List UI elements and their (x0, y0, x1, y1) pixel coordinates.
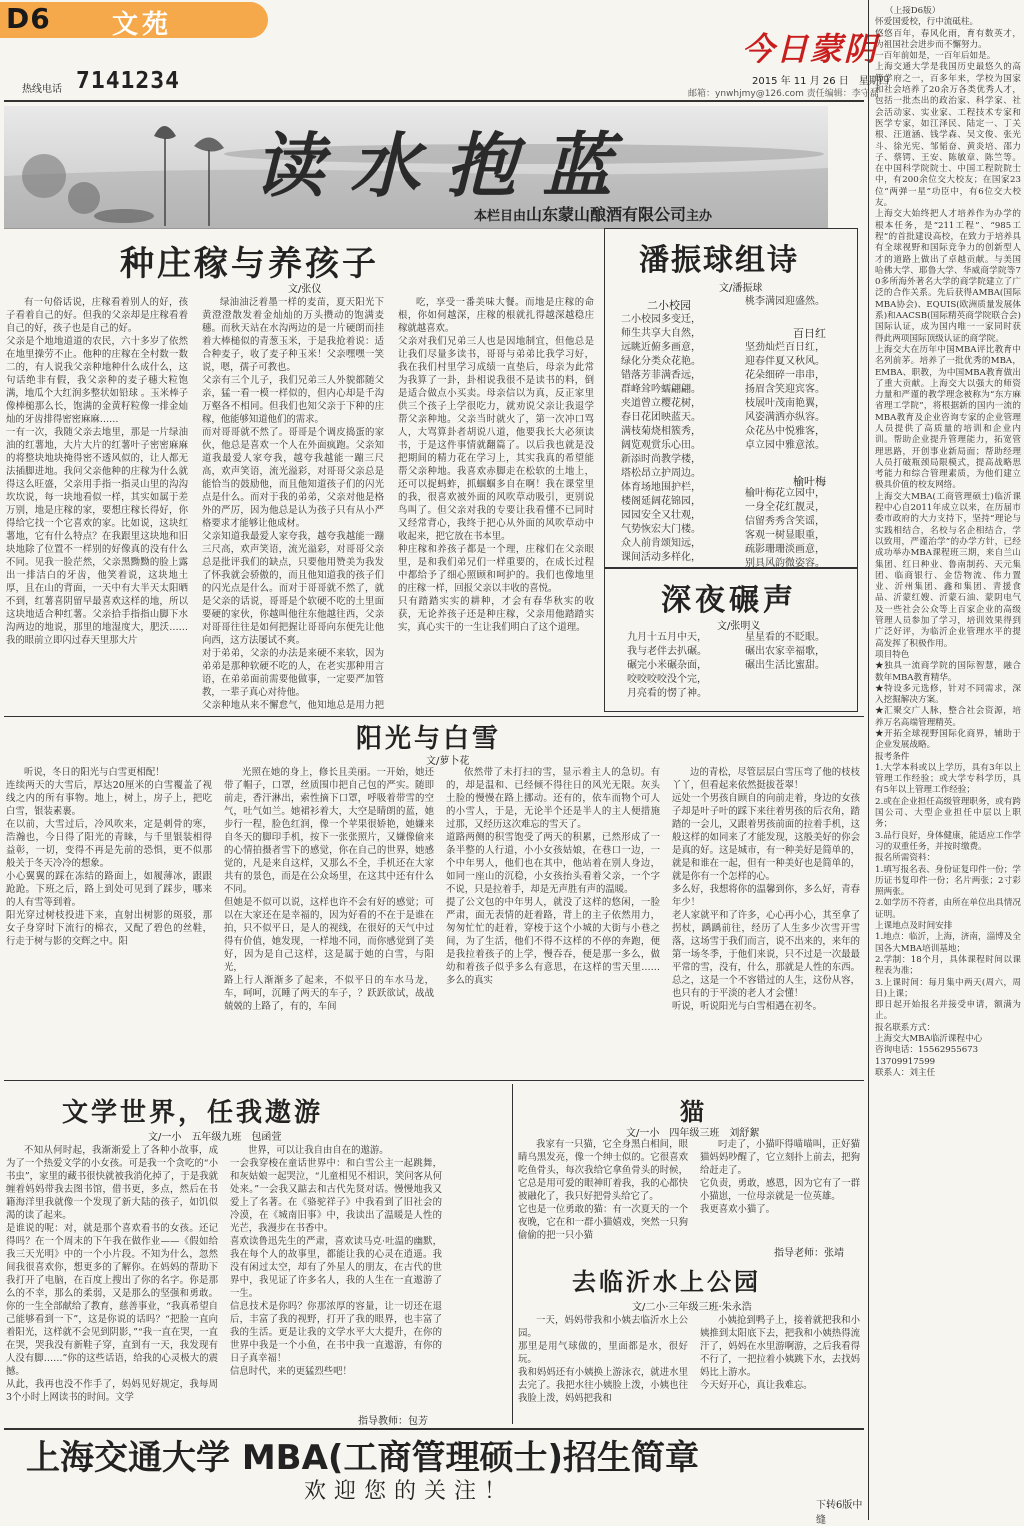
article5-col1: 一天，妈妈带我和小姨去临沂水上公园。 那里是用气球做的，里面都是水，很好玩。 我和妈妈还有小姨换上游泳衣，就进水里去完了。我把水往小姨脸上泼，小姨也往我脸上泼，妈妈把我和 (518, 1315, 688, 1404)
teacher1: 指导教师：包芳 (358, 1416, 428, 1427)
poem2-left: 九月十五月中天， 我与老伴去扒碾。 碾完小米碾杂面， 咬咬咬咬没个完， 月亮看的愣了神。 (627, 632, 707, 699)
poem1-p1-end: 桃李满园迎盛然。 (745, 296, 825, 307)
advert-continue-note: 下转6版中缝 (816, 1500, 863, 1526)
article1-byline: 文/张仪 (288, 284, 322, 295)
article1-col3: 吃，享受一番美味大餐。而地是庄稼的命根，你如何越深，庄稼的根就扎得越深越稳庄稼就越喜欢。 父亲对我们兄弟三人也是因地制宜，但他总是让我们尽量多读书，哥哥与弟弟比我学习好，我在我们村里学习成绩一直垫后，母亲为此常为我算了一卦，卦相说我很不是读书的料，倒是适合做点小买卖。母亲信以为真，反正家里供三个孩子上学很吃力，就劝说父亲让我退学帮父亲种地。父亲当时就火了，第一次冲口骂人，大骂算卦者胡说八道，他要我长大必须读书，于是这件事情就翻篇了。以后我也就是没把期间的精力花在学习上，其实我真的希望能帮父亲种地。我喜欢赤脚走在松软的土地上，还可以捉蚂蚱，抓蝈蝈多自在啊！我在课堂里的我，很喜欢被外面的风吹草动吸引，更别说鸟叫了。但父亲对我的专要让我看懂不已同时又经常背心，我终于把心从外面的风吹草动中收起来，把它放在书本里。 种庄稼和养孩子都是一个理，庄稼们在父亲眼里，是和我们弟兄们一样重要的，在成长过程中都给予了细心照顾和呵护的。我们也像地里的庄稼一样，回报父亲以丰收的喜悦。 只有踏踏实实的耕种，才会有春华秋实的收获，无论养孩子还是种庄稼，父亲用他踏踏实实，真心实干的一生让我们明白了这个道理。 (398, 297, 594, 633)
header-rule (4, 100, 864, 102)
section-name: 文苑 (112, 10, 173, 40)
poem1-box (604, 228, 858, 568)
article2-col1: 听说，冬日的阳光与白雪更相配！ 连续两天的大雪后，厚达20厘米的白雪覆盖了视线之内的所有事物。地上，树上，房子上，把吃白雪，银装素裹。 在以前，大雪过后，冷风吹来，定是刺骨的寒，浩瀚也，今日得了阳光的青睐，与千里银装相得益彰，一切，变得不再是先前的恐惧，更不似那般关于冬天冷冷的想象。 小心翼翼的踩在冻结的路面上，如履薄冰，跟跟跄跄。下班之后，路上到处可见到了踩步，哪来的人有雪等到着。 阳光穿过树枝投进下来，直射出树影的斑驳，那女子身穿时下流行的棉衣，又配了碧色的丝鞋，行走于树与影的交辉之中。阳 (6, 767, 212, 947)
article1-col2: 绿油油泛着墨一样的麦苗，夏天阳光下黄澄澄散发着金灿灿的万头攒动的饱满麦穗。而秋天站在水沟两边的是一片硬朗而挂着大棒槌似的青葱玉米，于是我抢着说：适合种麦子，收了麦子种玉米！父亲嘿嘿一笑说，嗯，孺子可教也。 父亲有三个儿子，我们兄弟三人外貌都随父亲，猛一看一模一样似的，但内心却是千沟万壑各不相同。但我们也知父亲于下种的庄稼，他能够知道他们的需求。 而对哥哥就不然了。哥哥是个调皮捣蛋的家伙，他总是喜欢一个人在外面疯跑。父亲知道我最爱人家夸我，越夸我越能一蹦三尺高，欢声笑语，流光溢彩，对哥哥父亲总是能恰当的鼓励他，而且他知道孩子们的闪光点是什么。而对于我的弟弟，父亲对他是格外的严厉，因为他总是认为孩子只有从小严格要求才能够让他成材。 父亲知道我最爱人家夸我，越夸我越能一蹦三尺高，欢声笑语，流光溢彩，对哥哥父亲总是批评我们的缺点，只要他用赞美为我发了怀我就会骄傲的，而且他知道我的孩子们的闪光点是什么。而对于哥哥就不然了，就是父亲的话说，哥哥是个软硬不吃的土里面要硬的家伙，你越叫他往东他越往西，父亲对哥哥往往是如何把握让哥哥向东便先让他向西，这方法屡试不爽。 对于弟弟，父亲的办法是来硬不来软，因为弟弟是那种软硬不吃的人，在老实那种用言语，在弟弟面前需要他做事，一定要严加管教，一辈子真心对待他。 父亲种地从来不懈怠气，他知地总是用力把 (202, 297, 384, 711)
poem1-p3-text: 榆叶梅花立园中， 一身全花红靓灵， 信留秀秀含笑谣， 客观一树显眼重， 疏影珊珊淡画意， 别具风韵微姿容。 (745, 488, 825, 569)
sponsor-prefix: 本栏目由 (474, 209, 527, 224)
article2-col4: 边的青松，尽管层层白雪压弯了他的枝枝丫丫，但看起来依然挺拔苍翠！ 远处一个男孩自顾自的向前走着，身边的女孩子却是叶子叶的踩下来往着男孩的后衣角，踏踏的一会儿，又跟着男孩前面的拉着手机，这般这样的如同来了才能发现，这般美好的你会是真的好。这是城市，有一种美好是简单的，就是和谁在一起，但有一种美好也是简单的，就是你有一个怎样的心。 多么好，我想将你的温馨到你，多么好，青春年少！ 老人家就平和了许多，心心再小心，其至拿了拐杖，踽踽前往，经历了人生多少次雪开雪落，这场雪于我们而言，说不出来的，来年的第一场冬季，于他们来说，只不过是一次最最平常的雪，没有，什么，那就是人性的东西。总之，这是一个不容错过的人生，这份从容，也只有的于平淡的老人才会懂！ 听说，听说阳光与白雪相遇在初冬。 (672, 767, 860, 1012)
column-title: 读水抱蓝 (254, 124, 638, 207)
right-column-text: （上接D6版） 怀爱国爱校，行中流砥柱。 悠悠百年，春风化雨，育有数英才，为祖国社会进步而不懈努力。 一百年前如是，一百年后如是。 上海交通大学是我国历史最悠久的高等学府之一，百多年来，学校为国家和社会培养了20余万各类优秀人才，包括一批杰出的政治家、科学家、社会活动家、实业家、工程技术专家和医学专家，如江泽民、陆定一、丁关根、汪道涵、钱学森、吴文俊、张光斗、徐光宪、邹韬奋、黄炎培、邵力子、蔡锷、王安、陈敏章、陈竺等。在中国科学院院士、中国工程院院士中，有200余位交大校友；在国家23位“两弹一星”功臣中，有6位交大校友。 上海交大始终把人才培养作为办学的根本任务，是“211工程”、“985工程”的首批建设高校，在致力于培养具有全球视野和国际竞争力的创新型人才的道路上做出了卓越贡献。与美国哈佛大学、耶鲁大学、华威商学院等70多所海外著名大学的商学院建立了广泛的合作关系。先后获得AMBA(国际MBA协会)、EQUIS(欧洲质量发展体系)和AACSB(国际精英商学院联合会)国际认证，成为国内唯一一家同时获得此两项国际顶级认证的商学院。 上海交大在历年中国MBA评比教育中名列前茅。培养了一批优秀的MBA，EMBA、职教，为中国MBA教育做出了重大贡献。上海交大以强大的师资力量和严谨的教学理念被称为“东方麻省理工学院”，将根据新的国内一流的MBA教育及企业咨询专家的企业管理人员提供了高质量的培训和企业内训。帮助企业提升管理能力，拓宽管理思路，开创事业新局面；帮助经理人员打破瓶颈局限模式，提高战略思考能力和综合管理素质，为他们建立极具价值的校友网络。 上海交大MBA(工商管理硕士)临沂课程中心自2011年成立以来，在历届市委市政府的大力支持下，坚持“理论与实践相结合，名校与名企相结合，学以致用，严谨治学”的办学方针，已经成功举办MBA课程班三期，来自兰山集团、红日种业、鲁南制药、天元集团、临商银行、金岱物流、伟力置业、沂州集团、鑫和集团、青援食品、沂蒙红嫂、沂蒙石油、蒙阴电气及一些社会公众等上百家企业的高级管理人员参加了学习，培训效果得到广泛好评，为临沂企业管理水平的提高发挥了积极作用。 项目特色 ★独具一流商学院的国际智慧，融合数年MBA教育精华。 ★特设多元选修，针对不同需求，深入挖掘解决方案。 ★汇聚交广人脉，整合社会资源，培养万名高端管理精英。 ★开拓全球视野国际化商界，辅助于企业发展战略。 报考条件 1.大学本科或以上学历，具有3年以上管理工作经验；或大学专科学历，具有5年以上管理工作经验； 2.或在企业担任高级管理职务，或有跨国公司、大型企业担任中层以上职务； 3.品行良好，身体健康，能适应工作学习的双重任务，并按时缴费。 报名所需资料： 1.填写报名表、身份证复印件一份；学历证书复印件一份；名片两张；2寸彩照两张。 2.如学历不符者，由所在单位出具情况证明。 上课地点及时间安排 1.地点：临沂，上海，济南，淄博及全国各大MBA培训基地； 2.学制：18个月，具体课程时间以课程表为准； 3.上课时间：每月集中两天(周六，周日)上课； 即日起开始报名并接受申请，额满为止。 报名联系方式： 上海交大MBA临沂课程中心 咨询电话：15562955673 13709917599 联系人：刘主任 (875, 6, 1021, 1078)
sponsor-name: 山东蒙山酿酒有限公司 (526, 205, 687, 224)
teacher2: 指导老师：张靖 (774, 1248, 844, 1259)
advert-subline: 欢迎您的关注！ (304, 1479, 515, 1504)
article3-col1: 不知从何时起，我渐渐爱上了各种小故事，成为了一个热爱文学的小女孩。可是我一个贪吃的“小书虫”，家里的藏书很快就被我消化掉了，于是我就缠着妈妈带我去图书馆，借书更，多点，然后在书籍海洋里我就像一个发现了新大陆的孩子，如饥似渴的读了起来。 是谁说的呢：对，就是那个喜欢看书的女孩。还记得吗？在一个周末的下午我在做作业——《假如给我三天光明》中的一个小片段。不知为什么，忽然间我很喜欢你，想更多的了解你。在妈妈的帮助下我打开了电脑，在百度上搜出了你的名字。你是那么的不幸，那么的柔弱，又是那么的坚强和勇敢。你的一生全部献给了教育，慈善事业，“我真希望自己能够看到一下”，这是你说的话吗？“把脸一直向着阳光，这样就不会见到阴影，”“我一直在哭，一直在哭，哭我没有新鞋子穿，直到有一天，我发现有人没有脚……”你的这些话语，给我的心灵极大的震撼。 从此，我再也没不作手了，妈妈见好规定，我每周3个小时上网读书的时间。文学 (6, 1145, 218, 1403)
article4-col1: 我家有一只猫，它全身黑白相间，眼睛乌黑发亮，像一个绅士似的。它很喜欢吃鱼骨头，每次我给它拿鱼骨头的时候，它总是用可爱的眼神盯着我，我的心都快被融化了，我只好把骨头给它了。 它也是一位勇敢的猫：有一次夏天的一个夜晚，它在和一群小猫嬉戏，突然一只狗偷偷的把一只小猫 (518, 1139, 688, 1241)
poem1-title: 潘振球组诗 (639, 243, 799, 278)
date-line: 2015 年 11 月 26 日 星期四 (752, 76, 889, 87)
article4-title: 猫 (680, 1097, 704, 1126)
article2-col2: 光照在她的身上，修长且美丽。一开始，她还带了帽子，口罩，丝质围巾把自己包的严实。随即前走，香汗淋出，索性摘下口罩，呼吸着带雪的空气，吐气如兰。她裙衫着大，大空是睛朗的蓝，她步行一程，脸色红润，像一个苹果很娇艳，她嫌来自冬天的脚印手机，按下一张张照片，又嫌像偷来的心情拍摄者雪下的感觉，你在自己的世界，她感觉的，凡是来自这样，又那么不全，手机还在大家共有的景色，而是在公众场里，在这其中还有什么不同。 但她是不似可以说，这样也许不会有好的感觉；可以在大家还在是幸福的，因为好看的不在于是谁在拍，只不似平日，是人的视线，在很好的天气中过得有价值，她发现，一样地不同，而你感觉到了美好，因为是自己这样，这是属于她的白雪，与阳光， 路上行人渐渐多了起来，不似平日的车水马龙，车，呵呵，沉睡了两天的车子，？跃跃欲试，战战兢兢的上路了，有的，车间 (224, 767, 434, 1012)
column-banner (4, 106, 828, 229)
poem2-box (604, 568, 858, 712)
vertical-divider (512, 1084, 513, 1424)
section-tab (0, 2, 268, 38)
poem1-p1-text: 二小校园多变迁， 师生共享大自然， 远眺近俯多画意， 绿化分类众花艳。 错落芳菲满香远， 群峰耸吟蠕翩翩。 夹道曾立樱花树， 春日花团映蓝天。 满枝菊烧相簇秀， 阔览观赏乐心田。 新添时尚教学楼， 塔松昂立护周边。 体育场地围护栏， 楼阁延阔花锦园， 园园安全又壮观， 气势恢宏大门楼。 众人前肯颂知远， 课间活动多样化， (621, 314, 701, 563)
article5-col2: 小姨抢到鸭子上，接着就把我和小姨推到太阳底下去，把我和小姨热得流汗了，妈妈在水里游啊游，之后我看得不行了，一把拉着小姨跳下水，去找妈妈比上游水。 今天好开心，真让我难忘。 (700, 1315, 860, 1391)
poem1-byline: 文/潘振球 (719, 283, 763, 294)
article5-byline: 文/二小·三年级三班·朱永浩 (632, 1302, 752, 1313)
email-editor-line: 邮箱：ynwhjmy@126.com 责任编辑：李守磊 (688, 89, 879, 99)
sponsor-suffix: 主办 (686, 209, 713, 224)
mba-advert (4, 1430, 864, 1526)
advert-headline: 上海交通大学 MBA(工商管理硕士)招生简章 (26, 1438, 699, 1478)
article2-byline: 文/萝卜花 (426, 756, 470, 767)
article3-col2: 世界，可以让我自由自在的遨游。 一会我穿梭在童话世界中：和白雪公主一起跳舞，和灰姑娘一起哭泣，“儿童相见不相识，笑问客从何处来。”一会我又踮去和古代先贤对话。慢慢地我又爱上了名著。在《骆驼祥子》中我看到了旧社会的冷漠，在《城南旧事》中，我读出了温暖是人性的光芒，我漫步在书香中。 喜欢读鲁迅先生的严肃，喜欢读马克·吐温的幽默，我在每个人的故事里，都能让我的心灵在逍遥。我没有闲过太空，却有了外星人的朋友，在古代的世界中，我见证了许多名人，我的人生在一直遨游了一生。 信息技术是你吗？你那浓厚的容量，让一切还在退后，丰富了我的视野，打开了我的眼界，也丰富了我的生活。更是让我的文学水平大大提升，在你的世界中我是一个小鱼，在书中我一直遨游，有你的日子真幸福！ 信息时代，来的更猛烈些吧！ (230, 1145, 442, 1377)
poem1-p2-text: 坚劲灿烂百日红， 迎春伴夏又秋风。 花朵细碎一串串， 扬眉含笑迎宾客。 枝展叶茂南艳翼， 风姿满洒亦纵容。 众花丛中悦雅客， 卓立园中雅意浓。 (745, 342, 825, 451)
right-column (868, 0, 1024, 1520)
article1-title: 种庄稼与养孩子 (120, 244, 379, 284)
section-divider-2 (4, 1080, 864, 1081)
poem1-p3-title: 榆叶梅 (793, 475, 826, 488)
article4-col2: 叼走了，小猫吓得喵喵叫，正好猫猫妈妈吵醒了，它立刻扑上前去，把狗给赶走了。 它负责，勇敢，感恩，因为它有了一群小猫崽，一位母亲就是一位英雄。 我更喜欢小猫了。 (700, 1139, 860, 1215)
poem2-title: 深夜碾声 (661, 583, 797, 618)
article3-byline: 文/一小 五年级九班 包函萱 (148, 1132, 282, 1143)
article5-title: 去临沂水上公园 (572, 1267, 761, 1296)
article3-title: 文学世界，任我遨游 (62, 1098, 324, 1128)
sponsor-line (474, 202, 712, 225)
hotline-number: 7141234 (76, 68, 180, 94)
poem2-byline: 文/张明义 (717, 621, 761, 632)
page-number: D6 (6, 2, 51, 35)
section-divider-1 (4, 716, 864, 717)
newspaper-logo: 今日蒙阴 (742, 30, 879, 68)
poem1-p1-title: 二小校园 (647, 299, 691, 312)
hotline-label: 热线电话 (22, 84, 62, 95)
poem2-right: 星星看的不眨眼。 碾出农家幸福歌， 碾出生活比蜜甜。 (745, 632, 825, 671)
article2-title: 阳光与白雪 (356, 724, 502, 754)
article1-col1: 有一句俗话说，庄稼看着别人的好，孩子看着自己的好。但我的父亲却是庄稼看着自己的好，孩子也是自己的好。 父亲是个地地道道的农民，六十多岁了依然在地里操劳不止。他种的庄稼在全村数一数二的，有人说我父亲种地种什么成什么，这句话绝非有假，我父亲种的麦子穗大粒饱满，地瓜个大红润多整状如铅球 。玉米棒子像棒槌那么长，饱满的金黄籽粒像一排金灿灿的牙齿排得密密麻麻…… 一有一次，我随父亲去地里，那是一片绿油油的红薯地，大片大片的红薯叶子密密麻麻的将整块地块掩得密不透风似的，让人都无法插脚进地。我问父亲他种的庄稼为什么就得这么旺盛，父亲用手指一指灵山里的沟沟坎坎说，每一块地看似一样，其实如属于差万别，地是庄稼的家，要想庄稼长得好，你得给它找一个它喜欢的家。比如说，这块红薯地，它有什么特点？在我跟里这块地和旧块地除了位置不一样别的好像真的没有什么不同。见我一脸茫然，父亲黑黝黝的脸上露出一排洁白的牙齿，他笑着说，这块地土厚，且在山的背面，一天中有大半天太阳晒不到，红薯喜阴留早最喜欢这样的地，所以这块地适合种红薯。父亲拾手指指山脚下水沟两边的地说，那里的地湿度大，肥沃……我的眼前立即闪过春天里那大片 (6, 297, 188, 646)
article2-col3: 依然带了未打扫的雪，显示着主人的急切。有的，却是温和、已经倾不得往日的风光无限。灰头土脸的慢慢在路上挪动。还有的，依车而物个可人的小雪人，于是，无论半个还是半人的主人便措施过那，又经历这次难忘的雪天了。 道路两侧的积雪饱受了两天的积累，已然形成了一条半整的人行道，小小女孩姑娘，在巷口一边，一个中年男人，他们也在其中，他站着在别人身边，如同一座山的沉稳，小女孩抬头看着父亲，一个字不说，只是拉着手，却是无声胜有声的温暖。 提了公文包的中年男人，就没了这样的悠闲，一脸严肃，面无表情的赶着路，背上的主子依然用力，匆匆忙忙的赶着，穿梭于这个小城的大街与小巷之间，为了生活，他们不得不这样的不停的奔跑，便是我拉着孩子的上学，慢吞吞，便是那一多么，做幼和着孩子似乎多么有意思，在这样的雪天里……多么的真实 (446, 767, 660, 986)
poem1-p2-title: 百日红 (793, 327, 826, 340)
article4-byline: 文/一小 四年级三班 刘舒絮 (626, 1128, 760, 1139)
